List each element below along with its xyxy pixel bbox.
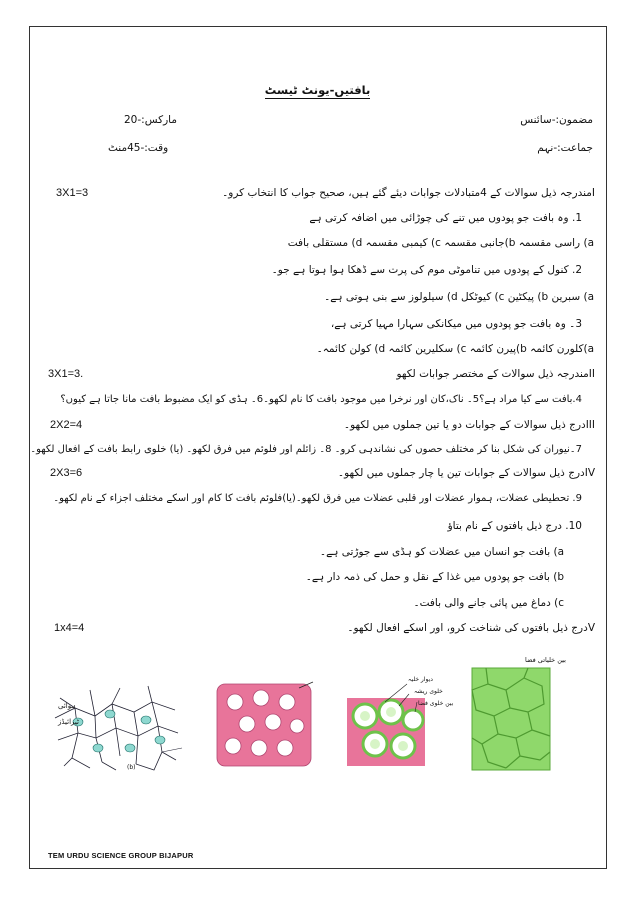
figure-parenchyma xyxy=(470,664,552,774)
questions-4-6: 4.بافت سے کیا مراد ہے؟5۔ ناک،کان اور نرخرا میں موجود بافت کا نام لکھو۔6۔ ہڈی کو ایک مضبوط بافت مانا جاتا ہے کیوں؟ xyxy=(60,394,582,405)
section-2-heading: IIمندرجہ ذیل سوالات کے مختصر جوابات لکھو xyxy=(396,368,595,380)
footer-text: TEM URDU SCIENCE GROUP BIJAPUR xyxy=(48,851,194,860)
question-2: 2. کنول کے پودوں میں تناموٹی موم کی پرت سے ڈھکا ہوا ہوتا ہے جو۔ xyxy=(271,264,582,276)
subject-label: مضمون:-سائنس xyxy=(520,114,593,126)
figure-pink-cells xyxy=(213,680,315,770)
figure-1-caption: (b) xyxy=(127,764,136,771)
time-label: وقت:-45منٹ xyxy=(108,142,169,154)
section-5-heading: Vدرج ذیل بافتوں کی شناخت کرو، اور اسکے افعال لکھو۔ xyxy=(347,622,595,634)
marks-label: مارکس:-20 xyxy=(124,114,177,126)
question-10a: a) بافت جو انسان میں عضلات کو ہڈی سے جوڑتی ہے۔ xyxy=(319,546,564,558)
question-10: 10. درج ذیل بافتوں کے نام بتاؤ xyxy=(447,520,582,532)
questions-7-8: 7۔نیوران کی شکل بنا کر مختلف حصوں کی نشاندہی کرو۔ 8۔ زائلم اور فلوئم میں فرق لکھو۔ (یا) خلوی رابط بافت کے افعال لکھو۔ xyxy=(30,444,582,455)
figure-nerve-tissue xyxy=(50,678,185,778)
question-1: 1. وہ بافت جو پودوں میں تنے کی چوڑائی میں اضافہ کرتی ہے xyxy=(309,212,582,224)
question-2-options: a) سبرین b) پیکٹین c) کیوٹکل d) سیلولوز سے بنی ہوتی ہے۔ xyxy=(324,291,594,303)
section-1-marks: 3X1=3 xyxy=(56,187,89,199)
section-1-heading: Iمندرجہ ذیل سوالات کے 4متبادلات جوابات دیئے گئے ہیں، صحیح جواب کا انتخاب کرو۔ xyxy=(222,187,595,199)
section-3-marks: 2X2=4 xyxy=(50,419,83,431)
class-label: جماعت:-نہم xyxy=(537,142,593,154)
figure-1-label-b: ٹیرائیڈز xyxy=(58,718,79,726)
figure-3-label-b: خلوی ریشہ xyxy=(414,688,443,695)
section-4-heading: IVدرج ذیل سوالات کے جوابات تین یا چار جملوں میں لکھو۔ xyxy=(337,467,595,479)
question-3: 3۔ وہ بافت جو پودوں میں میکانکی سہارا مہیا کرتی ہے، xyxy=(330,318,582,330)
question-3-options: a)کلورن کائمہ b)پیرن کائمہ c) سکلیرین کائمہ d) کولن کائمہ۔ xyxy=(316,343,594,355)
figure-1-label-a: ہوائی xyxy=(58,702,76,710)
question-9: 9. تحطیطی عضلات، ہموار عضلات اور قلبی عضلات میں فرق لکھو۔(یا)فلوئم بافت کا کام اور اسکے مختلف اجزاء کے نام لکھو۔ xyxy=(53,493,582,504)
section-2-marks: 3X1=3. xyxy=(48,368,84,380)
figure-3-label-a: دیوار خلیہ xyxy=(408,676,433,683)
question-10c: c) دماغ میں پائی جانے والی بافت۔ xyxy=(413,597,564,609)
question-1-options: a) راسی مقسمہ b)جانبی مقسمہ c) کیمبی مقسمہ d) مستقلی بافت xyxy=(287,237,594,249)
section-5-marks: 1x4=4 xyxy=(54,622,85,634)
section-4-marks: 2X3=6 xyxy=(50,467,83,479)
page-title: بافتیں-یونٹ ٹیسٹ xyxy=(264,83,371,97)
figure-3-label-c: بین خلوی فضا xyxy=(418,700,454,707)
question-10b: b) بافت جو پودوں میں غذا کے نقل و حمل کی ذمہ دار ہے۔ xyxy=(305,571,564,583)
section-3-heading: IIIدرج ذیل سوالات کے جوابات دو یا تین جملوں میں لکھو۔ xyxy=(343,419,595,431)
figure-4-label: بین خلیاتی فضا xyxy=(525,656,566,664)
